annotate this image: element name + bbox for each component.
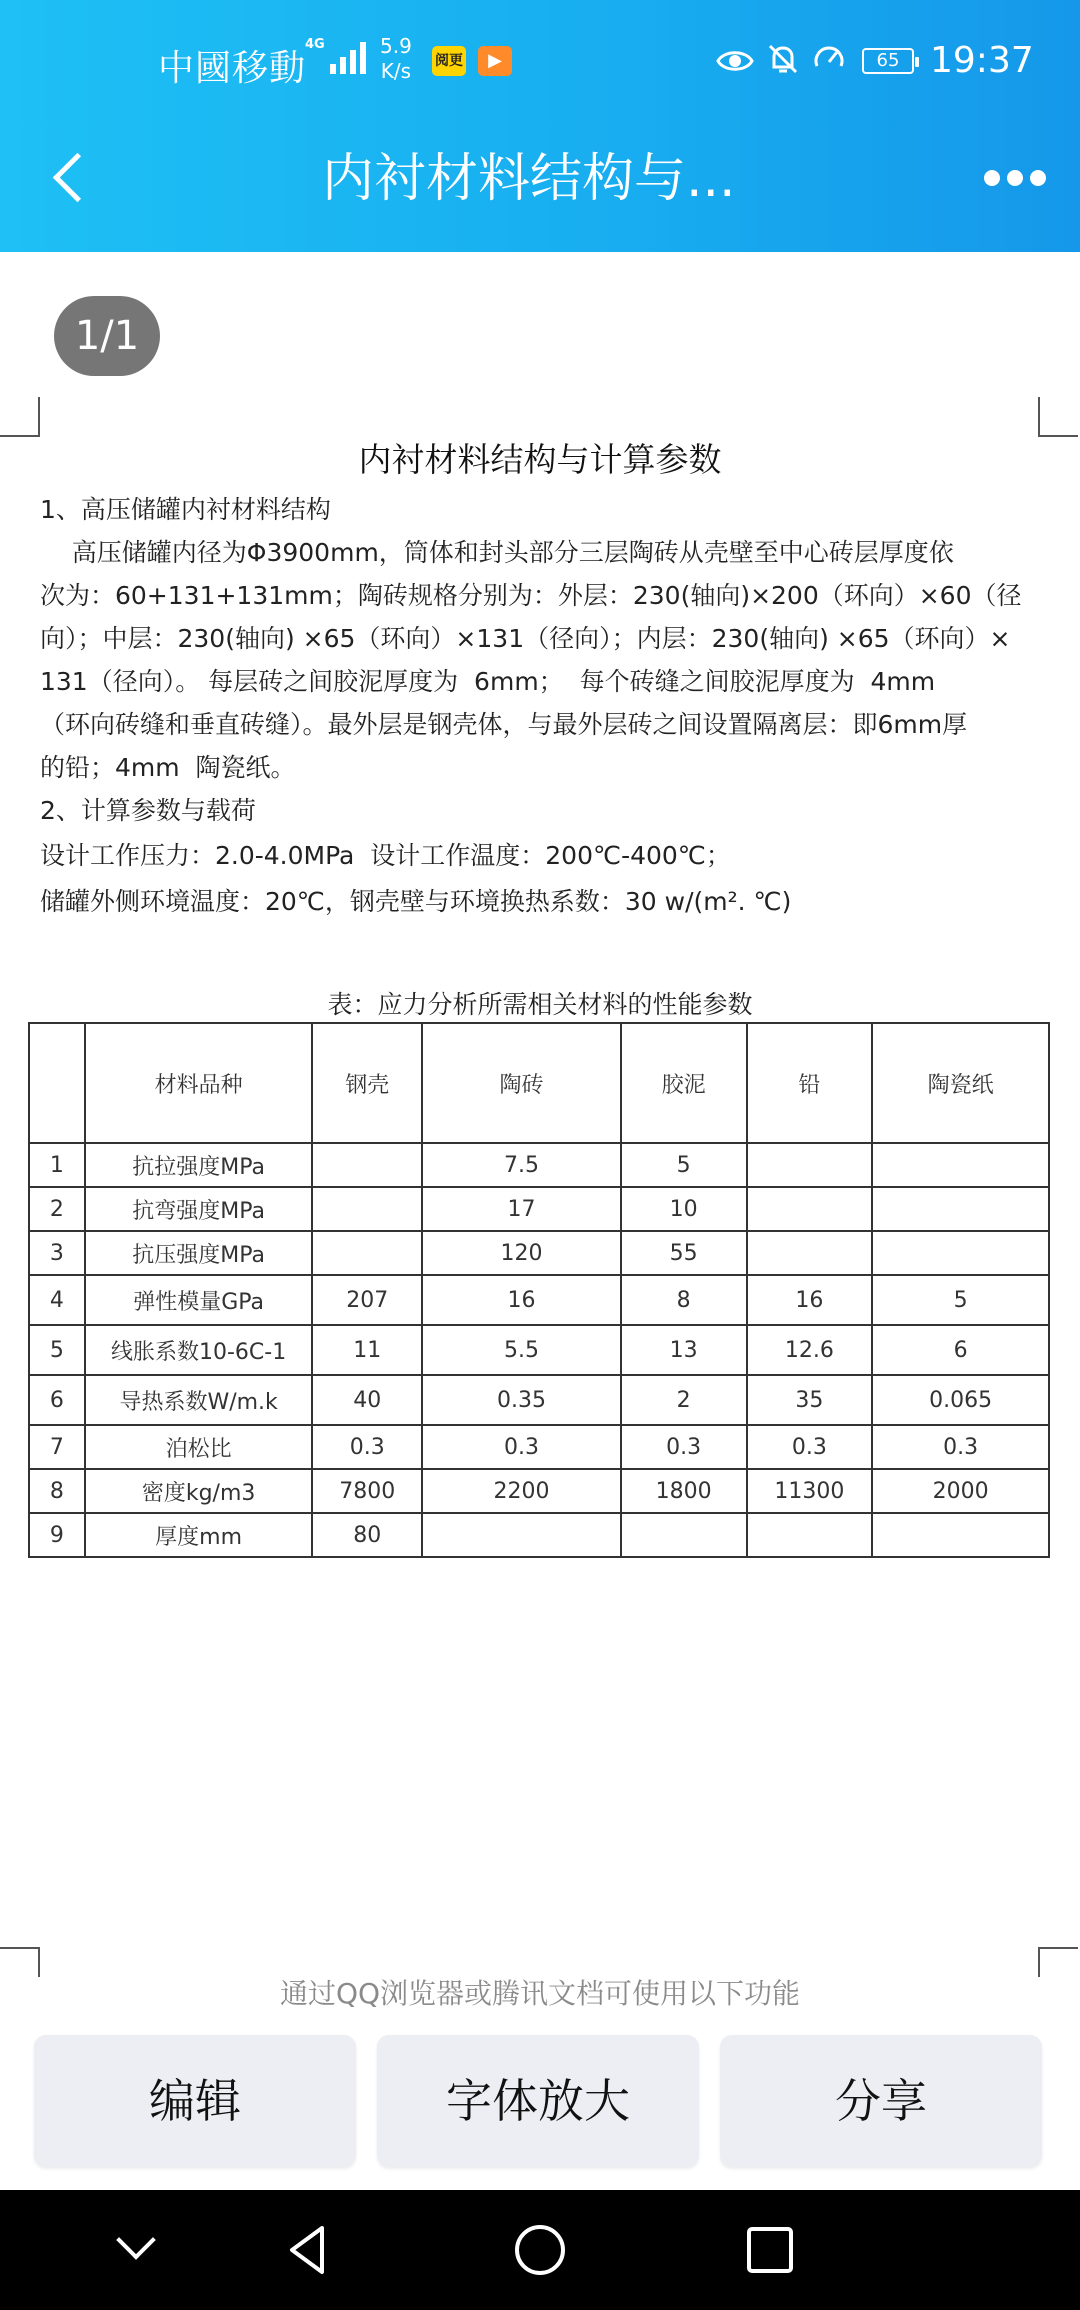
network-speed [380, 34, 412, 84]
paragraph-line: 的铅；4mm 陶瓷纸。 [40, 753, 296, 782]
table-cell: 207 [312, 1275, 422, 1325]
table-cell [872, 1231, 1049, 1275]
table-header-cell: 铅 [747, 1023, 873, 1143]
table-cell: 12.6 [747, 1325, 873, 1375]
table-cell: 8 [29, 1469, 85, 1513]
table-cell: 抗拉强度MPa [85, 1143, 313, 1187]
paragraph-line: 向）；中层：230(轴向) ×65（环向）×131（径向）；内层：230(轴向) ×65（环向）× [40, 624, 1011, 653]
table-header-cell: 陶瓷纸 [872, 1023, 1049, 1143]
page-title: 内衬材料结构与... [322, 149, 736, 209]
table-cell [872, 1187, 1049, 1231]
table-cell: 抗弯强度MPa [85, 1187, 313, 1231]
table-cell: 9 [29, 1513, 85, 1557]
table-cell: 11300 [747, 1469, 873, 1513]
table-header-cell [29, 1023, 85, 1143]
section-heading: 1、高压储罐内衬材料结构 [40, 495, 331, 524]
triangle-back-icon[interactable] [278, 2220, 338, 2280]
table-cell: 抗压强度MPa [85, 1231, 313, 1275]
page-indicator: 1/1 [54, 296, 160, 376]
square-recent-icon[interactable] [740, 2220, 800, 2280]
table-cell: 3 [29, 1231, 85, 1275]
crop-mark [0, 397, 40, 437]
paragraph-line: （环向砖缝和垂直砖缝）。最外层是钢壳体，与最外层砖之间设置隔离层：即6mm厚 [40, 710, 968, 739]
table-cell: 0.3 [747, 1425, 873, 1469]
table-cell [872, 1513, 1049, 1557]
table-cell: 1800 [621, 1469, 747, 1513]
paragraph-line: 131（径向）。 每层砖之间胶泥厚度为 6mm； 每个砖缝之间胶泥厚度为 4mm [40, 667, 936, 696]
table-cell [621, 1513, 747, 1557]
table-cell: 7800 [312, 1469, 422, 1513]
table-cell: 导热系数W/m.k [85, 1375, 313, 1425]
table-cell: 5 [29, 1325, 85, 1375]
table-cell: 厚度mm [85, 1513, 313, 1557]
table-cell: 泊松比 [85, 1425, 313, 1469]
table-cell: 0.3 [872, 1425, 1049, 1469]
carrier-name: 中國移動 [158, 48, 307, 89]
gauge-icon [812, 42, 846, 85]
network-type: 4G [305, 37, 325, 52]
table-cell: 11 [312, 1325, 422, 1375]
table-cell: 5 [872, 1275, 1049, 1325]
table-header-row [29, 1023, 1049, 1143]
table-cell: 7.5 [422, 1143, 621, 1187]
table-cell: 0.3 [621, 1425, 747, 1469]
chevron-left-icon[interactable] [46, 144, 106, 214]
table-row [29, 1425, 1049, 1469]
table-row [29, 1375, 1049, 1425]
table-row [29, 1187, 1049, 1231]
title-bar [0, 130, 1080, 230]
table-cell: 2 [29, 1187, 85, 1231]
table-cell: 8 [621, 1275, 747, 1325]
status-bar [0, 30, 1080, 94]
system-nav-bar [0, 2190, 1080, 2310]
section-heading: 2、计算参数与载荷 [40, 796, 256, 825]
paragraph-line: 次为：60+131+131mm；陶砖规格分别为：外层：230(轴向)×200（环向）×60（径 [40, 581, 1022, 610]
video-app-icon: ▶ [478, 46, 512, 76]
edit-button[interactable]: 编辑 [34, 2035, 356, 2167]
table-cell [312, 1143, 422, 1187]
bell-off-icon [766, 42, 800, 85]
table-header-cell: 钢壳 [312, 1023, 422, 1143]
table-cell: 1 [29, 1143, 85, 1187]
paragraph-line: 高压储罐内径为Φ3900mm，筒体和封头部分三层陶砖从壳壁至中心砖层厚度依 [40, 538, 954, 567]
table-cell [312, 1231, 422, 1275]
crop-mark [1038, 397, 1078, 437]
table-cell: 5.5 [422, 1325, 621, 1375]
table-cell [747, 1143, 873, 1187]
table-cell: 7 [29, 1425, 85, 1469]
table-cell [747, 1231, 873, 1275]
table-cell: 6 [872, 1325, 1049, 1375]
speed-value: 5.9 [380, 34, 412, 58]
table-cell: 2200 [422, 1469, 621, 1513]
table-cell: 6 [29, 1375, 85, 1425]
table-cell: 120 [422, 1231, 621, 1275]
table-row [29, 1469, 1049, 1513]
table-cell: 2 [621, 1375, 747, 1425]
table-row [29, 1231, 1049, 1275]
paragraph-line: 设计工作压力：2.0-4.0MPa 设计工作温度：200℃-400℃； [40, 841, 731, 870]
table-cell [422, 1513, 621, 1557]
table-row [29, 1325, 1049, 1375]
table-cell: 线胀系数10-6C-1 [85, 1325, 313, 1375]
signal-icon [330, 40, 374, 74]
table-row [29, 1275, 1049, 1325]
table-caption: 表：应力分析所需相关材料的性能参数 [327, 990, 753, 1019]
table-cell: 4 [29, 1275, 85, 1325]
table-cell [312, 1187, 422, 1231]
table-cell: 2000 [872, 1469, 1049, 1513]
table-cell: 80 [312, 1513, 422, 1557]
table-cell: 16 [422, 1275, 621, 1325]
table-header-cell: 胶泥 [621, 1023, 747, 1143]
table-cell: 17 [422, 1187, 621, 1231]
eye-icon [716, 44, 754, 85]
enlarge-font-button[interactable]: 字体放大 [377, 2035, 699, 2167]
material-properties-table [28, 1022, 1050, 1558]
table-row [29, 1513, 1049, 1557]
table-cell: 0.3 [312, 1425, 422, 1469]
battery-icon: 65 [862, 48, 914, 74]
share-button[interactable]: 分享 [720, 2035, 1042, 2167]
table-row [29, 1143, 1049, 1187]
paragraph-line: 储罐外侧环境温度：20℃，钢壳壁与环境换热系数：30 w/(m². ℃) [40, 887, 792, 916]
more-dots-icon[interactable] [980, 158, 1050, 198]
top-bar [0, 0, 1080, 252]
table-cell: 13 [621, 1325, 747, 1375]
clock: 19:37 [930, 40, 1034, 81]
chevron-down-icon[interactable] [108, 2220, 168, 2280]
table-cell: 0.065 [872, 1375, 1049, 1425]
table-cell [747, 1513, 873, 1557]
app-notification-icon: 阅更 [432, 46, 466, 76]
table-cell: 10 [621, 1187, 747, 1231]
circle-home-icon[interactable] [510, 2220, 570, 2280]
table-cell: 0.3 [422, 1425, 621, 1469]
feature-hint: 通过QQ浏览器或腾讯文档可使用以下功能 [279, 1977, 801, 2010]
table-cell: 55 [621, 1231, 747, 1275]
table-cell [747, 1187, 873, 1231]
table-cell [872, 1143, 1049, 1187]
table-cell: 16 [747, 1275, 873, 1325]
table-cell: 密度kg/m3 [85, 1469, 313, 1513]
table-header-cell: 材料品种 [85, 1023, 313, 1143]
table-cell: 5 [621, 1143, 747, 1187]
table-header-cell: 陶砖 [422, 1023, 621, 1143]
table-cell: 35 [747, 1375, 873, 1425]
table-cell: 弹性模量GPa [85, 1275, 313, 1325]
speed-unit: K/s [380, 59, 412, 83]
document-title: 内衬材料结构与计算参数 [358, 440, 722, 479]
table-cell: 0.35 [422, 1375, 621, 1425]
table-cell: 40 [312, 1375, 422, 1425]
